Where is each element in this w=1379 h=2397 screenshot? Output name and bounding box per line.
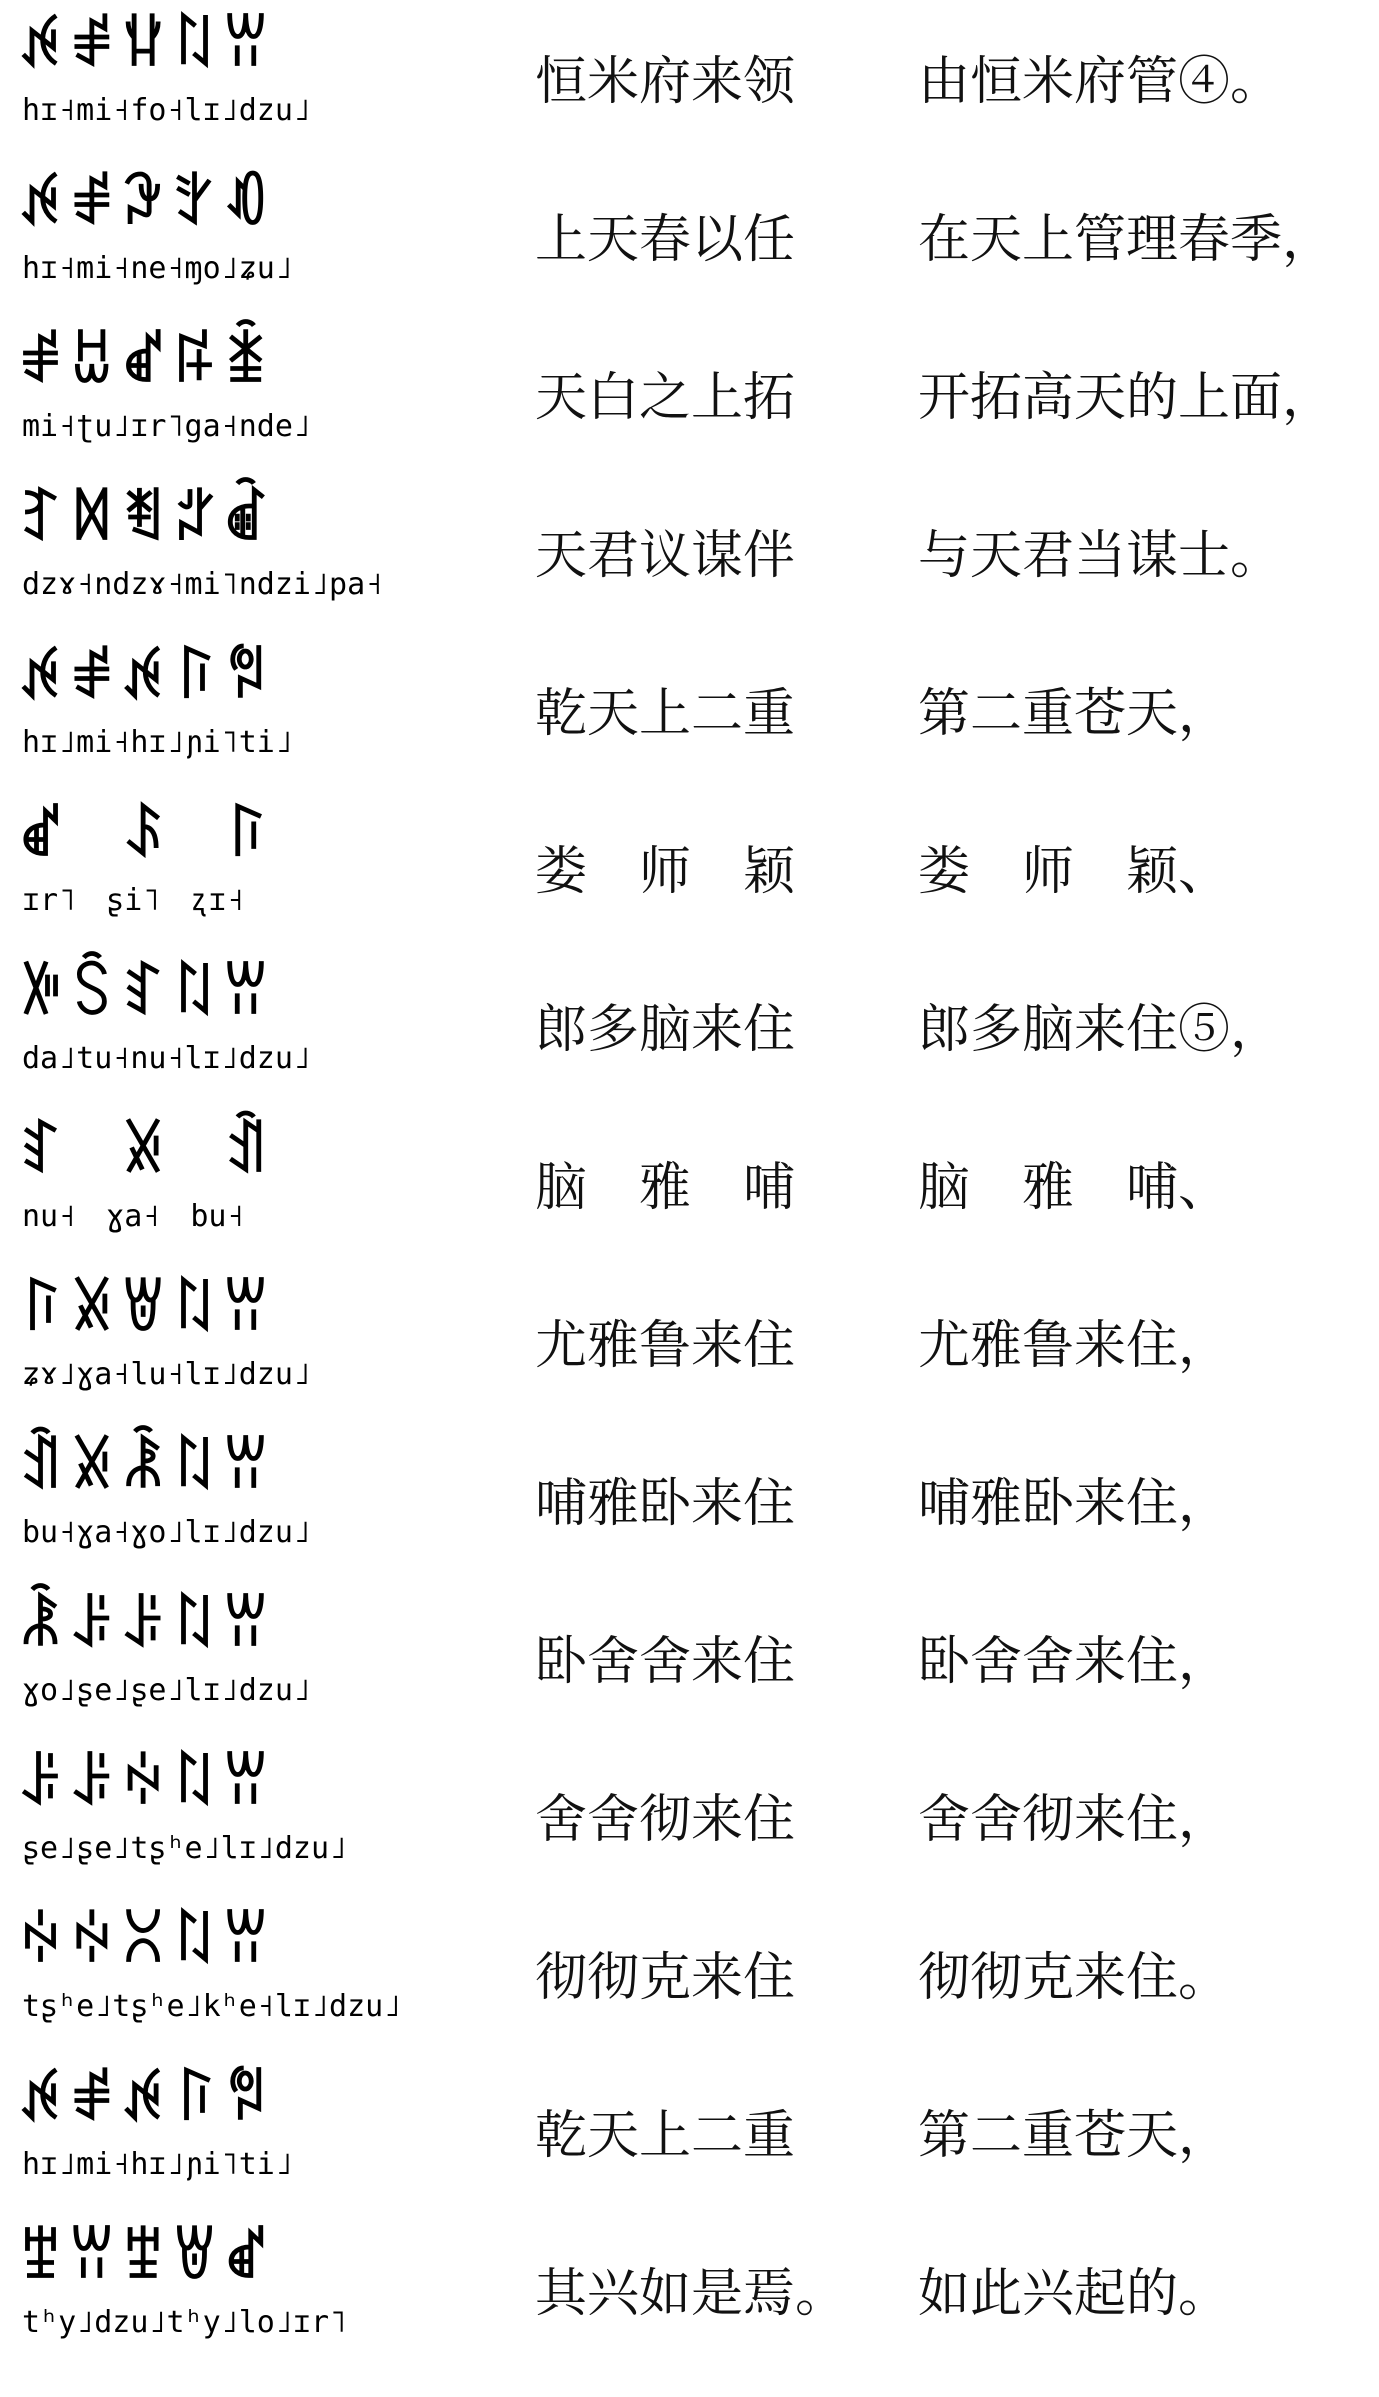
verse-row xyxy=(0,948,1379,1106)
verse-row xyxy=(0,1896,1379,2054)
chinese-translation: 卧舍舍来住， xyxy=(918,1632,1231,1692)
yi-glyphs: ꆏ ꊉ ꀉ xyxy=(18,1117,275,1185)
yi-glyphs: ꆈꉙꄮꂝꀶ xyxy=(18,485,275,553)
yi-script-block xyxy=(18,1902,448,2050)
chinese-transliteration: 上天春以任 xyxy=(535,210,796,270)
chinese-translation: 在天上管理春季， xyxy=(918,210,1335,270)
chinese-transliteration: 恒米府来领 xyxy=(535,52,796,112)
yi-glyphs: ꀻꇘꆏꇁꀕ xyxy=(18,959,275,1027)
chinese-transliteration: 卧舍舍来住 xyxy=(535,1632,796,1692)
yi-glyphs: ꉌꂱꃚꇁꀕ xyxy=(18,11,275,79)
yi-phonetic: hɪ˧mi˧ne˧ɱo˩ʑu˩ xyxy=(22,251,293,286)
verse-row xyxy=(0,1106,1379,1264)
chinese-translation: 尤雅鲁来住， xyxy=(918,1316,1231,1376)
chinese-translation: 彻彻克来住。 xyxy=(918,1948,1231,2008)
yi-script-block xyxy=(18,1586,448,1734)
verse-row xyxy=(0,1580,1379,1738)
yi-script-block xyxy=(18,480,448,628)
yi-script-block xyxy=(18,638,448,786)
yi-glyphs: ꄻꀕꄻꇐꑱ xyxy=(18,2223,275,2291)
yi-glyphs: ꉌꂱꉌꑍꅝ xyxy=(18,2065,275,2133)
verse-row xyxy=(0,1738,1379,1896)
yi-phonetic: tʂʰe˩tʂʰe˩kʰe˧lɪ˩dzu˩ xyxy=(22,1989,402,2024)
chinese-translation: 郎多脑来住⑤， xyxy=(918,1000,1283,1060)
yi-phonetic: ʑɤ˩ɣa˧lu˧lɪ˩dzu˩ xyxy=(22,1357,311,1392)
yi-phonetic: bu˧ɣa˧ɣo˩lɪ˩dzu˩ xyxy=(22,1515,311,1550)
yi-script-block xyxy=(18,2060,448,2208)
chinese-translation: 开拓高天的上面， xyxy=(918,368,1335,428)
yi-phonetic: ɪr˥ ʂi˥ ʐɪ˧ xyxy=(22,883,245,918)
yi-glyphs: ꑱ ꌺ ꑍ xyxy=(18,801,275,869)
yi-phonetic: nu˧ ɣa˧ bu˧ xyxy=(22,1199,245,1234)
yi-script-block xyxy=(18,1112,448,1260)
yi-phonetic: mi˧ʈu˩ɪr˥ga˧nde˩ xyxy=(22,409,311,444)
yi-phonetic: dzɤ˧ndzɤ˧mi˥ndzi˩pa˧ xyxy=(22,567,384,602)
yi-glyphs: ꉌꂱꆡꇬꀒ xyxy=(18,169,275,237)
yi-script-block xyxy=(18,6,448,154)
yi-phonetic: hɪ˧mi˧fo˧lɪ˩dzu˩ xyxy=(22,93,311,128)
verse-row xyxy=(0,474,1379,632)
yi-script-block xyxy=(18,796,448,944)
yi-glyphs: ꏢꏢꇤꇁꀕ xyxy=(18,1907,275,1975)
yi-script-block xyxy=(18,2218,448,2366)
verse-row xyxy=(0,1422,1379,1580)
chinese-transliteration: 其兴如是焉。 xyxy=(535,2264,848,2324)
chinese-transliteration: 乾天上二重 xyxy=(535,2106,796,2166)
yi-glyphs: ꌠꌠꏢꇁꀕ xyxy=(18,1749,275,1817)
chinese-translation: 第二重苍天， xyxy=(918,2106,1231,2166)
chinese-transliteration: 脑 雅 哺 xyxy=(535,1158,796,1218)
yi-script-block xyxy=(18,164,448,312)
yi-phonetic: tʰy˩dzu˩tʰy˩lo˩ɪr˥ xyxy=(22,2305,348,2340)
chinese-transliteration: 郎多脑来住 xyxy=(535,1000,796,1060)
chinese-translation: 舍舍彻来住， xyxy=(918,1790,1231,1850)
yi-glyphs: ꂱꀠꑱꌬꁦ xyxy=(18,327,275,395)
yi-glyphs: ꑍꊉꇐꇁꀕ xyxy=(18,1275,275,1343)
chinese-transliteration: 天白之上拓 xyxy=(535,368,796,428)
yi-glyphs: ꉌꂱꉌꑍꅝ xyxy=(18,643,275,711)
verse-row xyxy=(0,790,1379,948)
verse-row xyxy=(0,2212,1379,2370)
verse-row xyxy=(0,158,1379,316)
yi-phonetic: ʂe˩ʂe˩tʂʰe˩lɪ˩dzu˩ xyxy=(22,1831,348,1866)
yi-script-block xyxy=(18,1270,448,1418)
yi-phonetic: da˩tu˧nu˧lɪ˩dzu˩ xyxy=(22,1041,311,1076)
chinese-translation: 哺雅卧来住， xyxy=(918,1474,1231,1534)
yi-script-block xyxy=(18,1428,448,1576)
verse-row xyxy=(0,1264,1379,1422)
chinese-translation: 脑 雅 哺、 xyxy=(918,1158,1231,1218)
yi-phonetic: hɪ˩mi˧hɪ˩ɲi˥ti˩ xyxy=(22,725,293,760)
yi-glyphs: ꂾꌠꌠꇁꀕ xyxy=(18,1591,275,1659)
chinese-transliteration: 哺雅卧来住 xyxy=(535,1474,796,1534)
verse-row xyxy=(0,2054,1379,2212)
chinese-translation: 与天君当谋士。 xyxy=(918,526,1283,586)
yi-phonetic: ɣo˩ʂe˩ʂe˩lɪ˩dzu˩ xyxy=(22,1673,311,1708)
chinese-translation: 如此兴起的。 xyxy=(918,2264,1231,2324)
yi-glyphs: ꀉꊉꂾꇁꀕ xyxy=(18,1433,275,1501)
chinese-translation: 由恒米府管④。 xyxy=(918,52,1283,112)
chinese-transliteration: 娄 师 颖 xyxy=(535,842,796,902)
chinese-transliteration: 尤雅鲁来住 xyxy=(535,1316,796,1376)
verse-row xyxy=(0,632,1379,790)
chinese-transliteration: 舍舍彻来住 xyxy=(535,1790,796,1850)
chinese-translation: 娄 师 颖、 xyxy=(918,842,1231,902)
yi-script-block xyxy=(18,322,448,470)
verse-row xyxy=(0,316,1379,474)
chinese-transliteration: 乾天上二重 xyxy=(535,684,796,744)
verse-row xyxy=(0,0,1379,158)
chinese-translation: 第二重苍天， xyxy=(918,684,1231,744)
chinese-transliteration: 彻彻克来住 xyxy=(535,1948,796,2008)
chinese-transliteration: 天君议谋伴 xyxy=(535,526,796,586)
yi-phonetic: hɪ˩mi˧hɪ˩ɲi˥ti˩ xyxy=(22,2147,293,2182)
yi-script-block xyxy=(18,954,448,1102)
yi-script-block xyxy=(18,1744,448,1892)
